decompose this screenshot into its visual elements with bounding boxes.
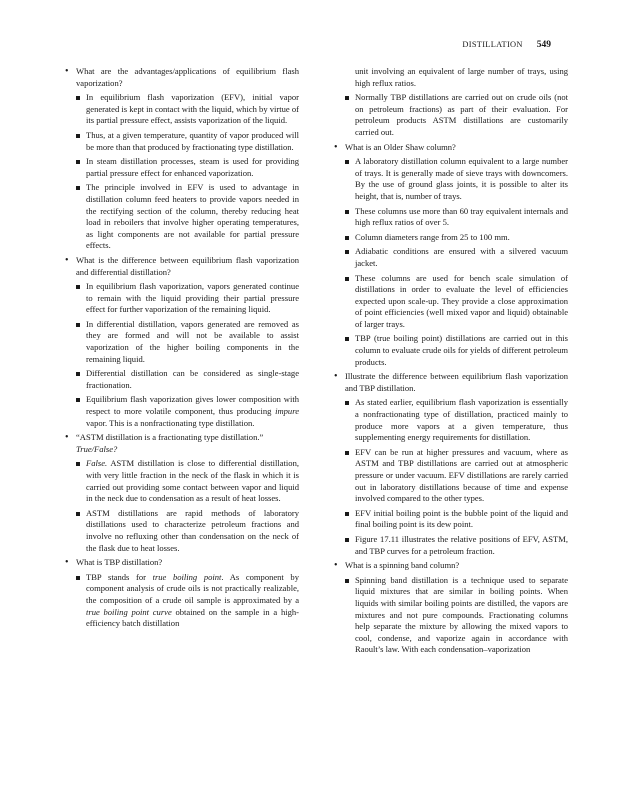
- answer-item: EFV can be run at higher pressures and vacuum, where as ASTM and TBP distillations are carried out at atmospheric pressure or under vacuum. EFV distillations are rarely carried out in laboratory distillations because of time and expense involved compared to the other types.: [334, 447, 568, 505]
- answer-item-continued: unit involving an equivalent of large number of trays, using high reflux ratios.: [355, 66, 568, 88]
- question-efv-advantages: • What are the advantages/applications of equilibrium flash vaporization?: [65, 66, 299, 89]
- left-column: [65, 66, 299, 633]
- answer-item: In equilibrium flash vaporization, vapors generated continue to remain with the liquid providing their partial pressure effect for further vaporization of the remaining liquid.: [65, 281, 299, 316]
- answer-list-tbp-continued: [334, 66, 568, 139]
- answer-text: vapor. This is a nonfractionating type distillation.: [86, 417, 255, 428]
- answer-text: . As component by component analysis of crude oils is not practically realizable, the composition of a crude oil sample is approximated by a: [86, 571, 299, 605]
- answer-emphasis: true boiling point: [152, 571, 222, 582]
- answer-item: Column diameters range from 25 to 100 mm.: [334, 232, 568, 244]
- answer-item: TBP (true boiling point) distillations are carried out in this column to evaluate crude oils for yields of different petroleum products.: [334, 333, 568, 368]
- answer-emphasis: true boiling point curve: [86, 606, 172, 617]
- answer-item: Spinning band distillation is a technique used to separate liquid mixtures that are similar in boiling points. When liquids with similar boiling points are distilled, the vapors are mixtures and not pure compounds. Fractionating columns help separate the mixture by allowing the mixed vapors to cool, condense, and vaporize again in accordance with Raoult’s law. With each condensation–vaporization: [334, 575, 568, 656]
- answer-item: [65, 394, 299, 429]
- answer-item: As stated earlier, equilibrium flash vaporization is essentially a nonfractionating type of distillation, practiced mainly to produce more vapors at a given temperature, thus supplementing energy requirements for distillation.: [334, 397, 568, 443]
- answer-list-efv-vs-tbp: [334, 397, 568, 557]
- answer-list-efv-vs-differential: [65, 281, 299, 429]
- answer-item: Differential distillation can be considered as single-stage fractionation.: [65, 368, 299, 391]
- right-column: [334, 66, 568, 659]
- true-false-label: True/False?: [76, 443, 118, 454]
- answer-item: In equilibrium flash vaporization (EFV), initial vapor generated is kept in contact with the liquid, which by virtue of its partial pressure effect, assists vaporization of the liquid.: [65, 92, 299, 127]
- answer-text: ASTM distillation is close to differential distillation, with very little fraction in the neck of the flask in which it is carried out providing some contact between vapor and liquid in the neck due to condensation as a result of heat losses.: [86, 458, 299, 504]
- answer-item: In differential distillation, vapors generated are removed as they are formed and will not be available to assist vaporization of the higher boiling components in the remaining liquid.: [65, 319, 299, 365]
- question-efv-vs-differential: • What is the difference between equilibrium flash vaporization and differential distillation?: [65, 255, 299, 278]
- answer-list-efv-advantages: [65, 92, 299, 252]
- answer-item: Adiabatic conditions are ensured with a silvered vacuum jacket.: [334, 246, 568, 269]
- question-spinning-band: • What is a spinning band column?: [334, 560, 568, 572]
- section-title: DISTILLATION: [462, 40, 523, 49]
- answer-emphasis: impure: [275, 406, 299, 417]
- question-astm-fractionating: [65, 432, 299, 455]
- answer-item: [65, 458, 299, 504]
- answer-text: TBP stands for: [86, 571, 153, 582]
- answer-item: These columns use more than 60 tray equivalent internals and high reflux ratios of over 5.: [334, 206, 568, 229]
- answer-item: Normally TBP distillations are carried out on crude oils (not on petroleum fractions) as part of their evaluation. For petroleum products ASTM distillations are customarily carried out.: [334, 92, 568, 138]
- question-older-shaw: • What is an Older Shaw column?: [334, 142, 568, 154]
- running-head: [462, 40, 551, 50]
- page-number: 549: [536, 40, 551, 50]
- answer-item: ASTM distillations are rapid methods of laboratory distillations used to characterize petroleum fractions and involve no refluxing other than condensation on the neck of the flask due to heat losses.: [65, 508, 299, 554]
- answer-emphasis: False.: [86, 458, 108, 469]
- answer-list-astm: [65, 458, 299, 554]
- answer-item: In steam distillation processes, steam is used for providing partial pressure effect for enhanced vaporization.: [65, 156, 299, 179]
- answer-text: obtained on the sample in a high-efficiency batch distillation: [86, 606, 299, 629]
- question-text: “ASTM distillation is a fractionating type distillation.”: [76, 432, 264, 443]
- answer-list-older-shaw: [334, 156, 568, 368]
- answer-item: EFV initial boiling point is the bubble point of the liquid and final boiling point is its dew point.: [334, 508, 568, 531]
- answer-item: A laboratory distillation column equivalent to a large number of trays. It is generally made of sieve trays with downcomers. By the use of ground glass joints, it is possible to alter its height, that is, number of trays.: [334, 156, 568, 202]
- answer-list-tbp: [65, 572, 299, 630]
- question-tbp-distillation: • What is TBP distillation?: [65, 557, 299, 569]
- answer-text: Equilibrium flash vaporization gives lower composition with respect to more volatile component, thus producing: [86, 394, 299, 417]
- answer-item: These columns are used for bench scale simulation of distillations in order to evaluate the level of efficiencies expected upon scale-up. They provide a close approximation of point efficiencies (well mixed vapor and liquid) obtainable of larger trays.: [334, 273, 568, 331]
- answer-item: Figure 17.11 illustrates the relative positions of EFV, ASTM, and TBP curves for a petroleum fraction.: [334, 534, 568, 557]
- answer-item: The principle involved in EFV is used to advantage in distillation column feed heaters to provide vapors needed in the rectifying section of the column, thereby reducing heat load in reboilers that involve higher operating temperatures, as light components are not available for partial pressure effects.: [65, 182, 299, 252]
- answer-item: Thus, at a given temperature, quantity of vapor produced will be more than that produced by fractionating type distillation.: [65, 130, 299, 153]
- answer-list-spinning-band: [334, 575, 568, 656]
- answer-item: [65, 572, 299, 630]
- question-efv-vs-tbp: • Illustrate the difference between equilibrium flash vaporization and TBP distillation.: [334, 371, 568, 394]
